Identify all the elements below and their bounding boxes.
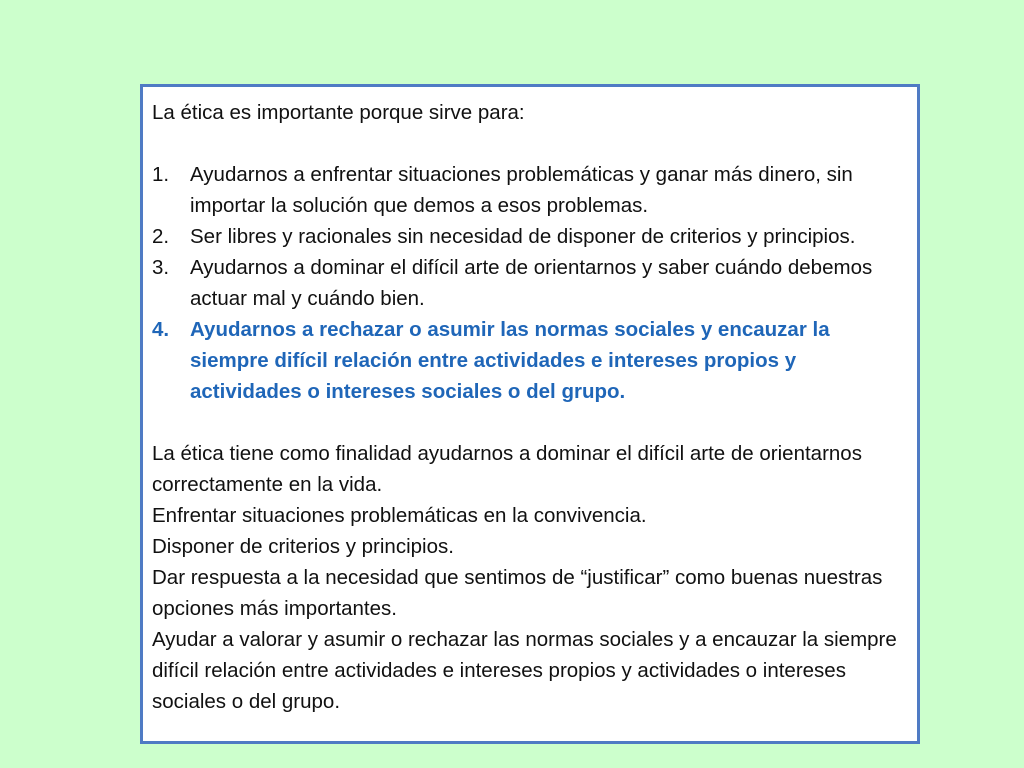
content-box (140, 84, 920, 744)
option-text: Ser libres y racionales sin necesidad de disponer de criterios y principios. (190, 225, 856, 248)
option-item-1 (152, 159, 907, 221)
option-text: Ayudarnos a rechazar o asumir las normas sociales y encauzar la siempre difícil relación entre actividades e intereses propios y actividades o intereses sociales o del grupo. (190, 318, 830, 403)
option-text: Ayudarnos a dominar el difícil arte de orientarnos y saber cuándo debemos actuar mal y cuándo bien. (190, 256, 873, 310)
option-item-4-correct (152, 314, 907, 407)
explanation-line-3: Disponer de criterios y principios. (152, 535, 454, 558)
option-number: 1. (152, 163, 170, 186)
spacer (152, 407, 907, 438)
explanation-line-4: Dar respuesta a la necesidad que sentimos de “justificar” como buenas nuestras opciones más importantes. (152, 566, 883, 620)
explanation-line-5: Ayudar a valorar y asumir o rechazar las normas sociales y a encauzar la siempre difícil relación entre actividades e intereses propios y actividades o intereses sociales o del grupo. (152, 628, 897, 713)
explanation-line-2: Enfrentar situaciones problemáticas en la convivencia. (152, 504, 647, 527)
intro-text: La ética es importante porque sirve para: (152, 101, 525, 124)
option-item-3 (152, 252, 907, 314)
option-number: 2. (152, 225, 170, 248)
options-list (152, 159, 907, 407)
option-number: 4. (152, 318, 170, 341)
explanation-line-1: La ética tiene como finalidad ayudarnos a dominar el difícil arte de orientarnos correctamente en la vida. (152, 442, 862, 496)
option-number: 3. (152, 256, 170, 279)
spacer (152, 128, 907, 159)
option-text: Ayudarnos a enfrentar situaciones problemáticas y ganar más dinero, sin importar la solución que demos a esos problemas. (190, 163, 853, 217)
option-item-2 (152, 221, 907, 252)
